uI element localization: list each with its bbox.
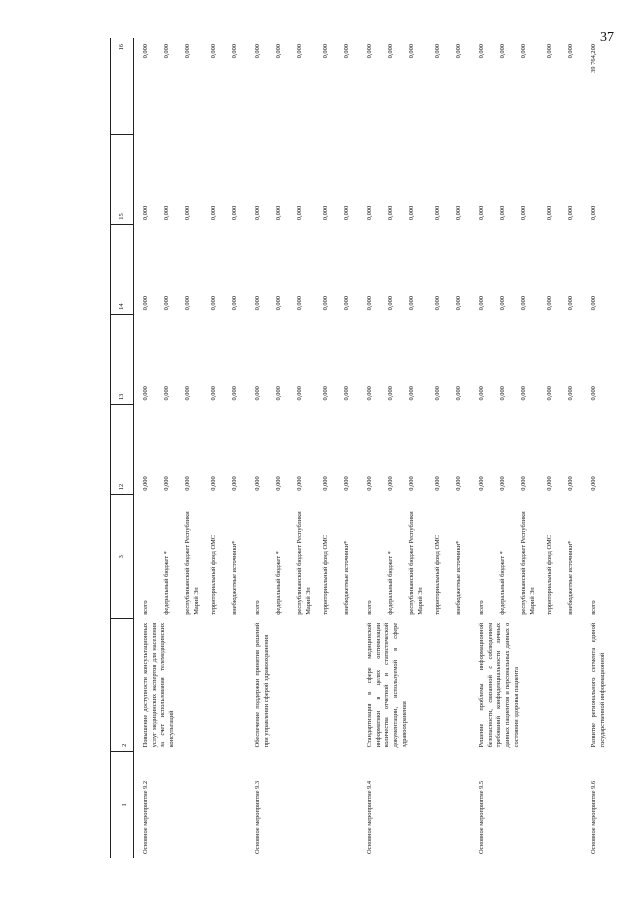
table-row (134, 38, 158, 858)
amount-cell: 0,000 (142, 386, 149, 401)
amount-cell: 0,000 (184, 386, 191, 401)
amount-cell: 39 764,200 (590, 44, 597, 73)
amount-cell: 0,000 (567, 295, 574, 311)
amount-cell: 0,000 (322, 386, 329, 401)
amount-cell: 0,000 (408, 205, 415, 221)
table-body (134, 38, 608, 858)
amount-cell: 0,000 (387, 386, 394, 401)
amount-cell: 0,000 (434, 295, 441, 311)
amount-cell: 0,000 (478, 44, 485, 59)
amount-cell: 0,000 (455, 44, 462, 59)
amount-cell: 0,000 (455, 295, 462, 311)
amount-cell: 0,000 (546, 205, 553, 221)
amount-cell: 0,000 (254, 44, 261, 59)
amount-cell: 0,000 (455, 476, 462, 491)
funding-source: территориальный фонд ОМС (322, 534, 329, 615)
col-header-1: 1 (111, 751, 134, 858)
measure-name: Основное мероприятие 9.4 (366, 780, 373, 854)
amount-cell: 0,000 (387, 205, 394, 221)
amount-cell: 0,000 (163, 44, 170, 59)
funding-source: территориальный фонд ОМС (434, 534, 441, 615)
amount-cell: 0,000 (478, 295, 485, 311)
amount-cell: 0,000 (590, 205, 597, 221)
measure-description: Стандартизация в сфере медицинской информатики в целях оптимизации количества отчетной и статистической документации, используемой в сфере здравоохранения (366, 622, 408, 748)
amount-cell: 0,000 (520, 205, 527, 221)
amount-cell: 0,000 (590, 476, 597, 491)
amount-cell: 0,000 (434, 476, 441, 491)
amount-cell: 0,000 (408, 386, 415, 401)
funding-source: федеральный бюджет * (275, 551, 282, 615)
amount-cell: 0,000 (254, 205, 261, 221)
amount-cell: 0,000 (499, 44, 506, 59)
amount-cell: 0,000 (254, 386, 261, 401)
amount-cell: 0,000 (142, 205, 149, 221)
amount-cell: 0,000 (142, 295, 149, 311)
amount-cell: 0,000 (408, 44, 415, 59)
amount-cell: 0,000 (567, 386, 574, 401)
amount-cell: 0,000 (275, 386, 282, 401)
amount-cell: 0,000 (546, 44, 553, 59)
amount-cell: 0,000 (296, 295, 303, 311)
funding-source: внебюджетные источники* (567, 540, 574, 615)
amount-cell: 0,000 (366, 386, 373, 401)
funding-source: республиканский бюджет Республики Марий Эл (408, 511, 424, 615)
measure-name: Основное мероприятие 9.2 (142, 780, 149, 854)
page-number: 37 (600, 30, 614, 45)
measure-name: Основное мероприятие 9.3 (254, 780, 261, 854)
amount-cell: 0,000 (434, 205, 441, 221)
amount-cell: 0,000 (343, 295, 350, 311)
col-header-13: 13 (111, 314, 134, 404)
amount-cell: 0,000 (163, 386, 170, 401)
amount-cell: 0,000 (254, 476, 261, 491)
amount-cell: 0,000 (499, 205, 506, 221)
amount-cell: 0,000 (275, 44, 282, 59)
amount-cell: 0,000 (520, 295, 527, 311)
amount-cell: 0,000 (163, 295, 170, 311)
amount-cell: 0,000 (296, 205, 303, 221)
amount-cell: 0,000 (478, 386, 485, 401)
amount-cell: 0,000 (296, 44, 303, 59)
funding-source: территориальный фонд ОМС (546, 534, 553, 615)
funding-source: федеральный бюджет * (387, 551, 394, 615)
column-number-row (111, 38, 134, 858)
amount-cell: 0,000 (408, 476, 415, 491)
amount-cell: 0,000 (322, 476, 329, 491)
measure-description: Развитие регионального сегмента единой государственной информационной (590, 622, 606, 748)
amount-cell: 0,000 (387, 295, 394, 311)
amount-cell: 0,000 (231, 44, 238, 59)
table-row (582, 38, 607, 858)
amount-cell: 0,000 (163, 476, 170, 491)
amount-cell: 0,000 (387, 476, 394, 491)
funding-source: всего (478, 600, 485, 615)
amount-cell: 0,000 (499, 295, 506, 311)
amount-cell: 0,000 (567, 44, 574, 59)
amount-cell: 0,000 (590, 386, 597, 401)
measure-description: Решение проблемы информационной безопасности, связанной с соблюдением требований конфиденциальности личных данных пациентов и персональных данных о состоянии здоровья пациента (478, 622, 520, 748)
amount-cell: 0,000 (210, 44, 217, 59)
amount-cell: 0,000 (184, 44, 191, 59)
amount-cell: 0,000 (455, 386, 462, 401)
amount-cell: 0,000 (546, 295, 553, 311)
amount-cell: 0,000 (275, 295, 282, 311)
funding-source: республиканский бюджет Республики Марий Эл (520, 511, 536, 615)
funding-source: федеральный бюджет * (163, 551, 170, 615)
amount-cell: 0,000 (546, 386, 553, 401)
amount-cell: 0,000 (322, 44, 329, 59)
table-row (358, 38, 381, 858)
amount-cell: 0,000 (343, 476, 350, 491)
amount-cell: 0,000 (520, 44, 527, 59)
amount-cell: 0,000 (546, 476, 553, 491)
funding-table (110, 38, 607, 858)
amount-cell: 0,000 (322, 295, 329, 311)
amount-cell: 0,000 (142, 44, 149, 59)
amount-cell: 0,000 (567, 205, 574, 221)
amount-cell: 0,000 (343, 44, 350, 59)
amount-cell: 0,000 (142, 476, 149, 491)
amount-cell: 0,000 (366, 205, 373, 221)
amount-cell: 0,000 (387, 44, 394, 59)
amount-cell: 0,000 (590, 295, 597, 311)
funding-source: федеральный бюджет * (499, 551, 506, 615)
col-header-16: 16 (111, 38, 134, 134)
funding-source: республиканский бюджет Республики Марий Эл (184, 511, 200, 615)
funding-source: всего (142, 600, 149, 615)
amount-cell: 0,000 (434, 386, 441, 401)
col-header-12: 12 (111, 405, 134, 495)
funding-source: всего (590, 600, 597, 615)
table-row (470, 38, 493, 858)
amount-cell: 0,000 (231, 476, 238, 491)
col-header-2: 2 (111, 619, 134, 752)
measure-name: Основное мероприятие 9.5 (478, 780, 485, 854)
amount-cell: 0,000 (520, 476, 527, 491)
amount-cell: 0,000 (366, 295, 373, 311)
funding-source: внебюджетные источники* (231, 540, 238, 615)
amount-cell: 0,000 (520, 386, 527, 401)
amount-cell: 0,000 (210, 386, 217, 401)
amount-cell: 0,000 (343, 205, 350, 221)
amount-cell: 0,000 (322, 205, 329, 221)
table-row (246, 38, 269, 858)
amount-cell: 0,000 (478, 476, 485, 491)
amount-cell: 0,000 (184, 295, 191, 311)
funding-source: территориальный фонд ОМС (210, 534, 217, 615)
rotated-table-page (110, 38, 640, 858)
amount-cell: 0,000 (231, 295, 238, 311)
funding-source: внебюджетные источники* (343, 540, 350, 615)
funding-source: всего (254, 600, 261, 615)
amount-cell: 0,000 (499, 386, 506, 401)
amount-cell: 0,000 (478, 205, 485, 221)
amount-cell: 0,000 (366, 44, 373, 59)
amount-cell: 0,000 (184, 476, 191, 491)
amount-cell: 0,000 (210, 476, 217, 491)
amount-cell: 0,000 (275, 205, 282, 221)
amount-cell: 0,000 (254, 295, 261, 311)
amount-cell: 0,000 (184, 205, 191, 221)
amount-cell: 0,000 (567, 476, 574, 491)
amount-cell: 0,000 (366, 476, 373, 491)
amount-cell: 0,000 (499, 476, 506, 491)
amount-cell: 0,000 (408, 295, 415, 311)
amount-cell: 0,000 (434, 44, 441, 59)
amount-cell: 0,000 (210, 205, 217, 221)
amount-cell: 0,000 (210, 295, 217, 311)
funding-source: республиканский бюджет Республики Марий Эл (296, 511, 312, 615)
amount-cell: 0,000 (296, 386, 303, 401)
measure-description: Обеспечение поддержки принятия решений при управлении сферой здравоохранения (254, 622, 270, 748)
amount-cell: 0,000 (275, 476, 282, 491)
amount-cell: 0,000 (296, 476, 303, 491)
amount-cell: 0,000 (455, 205, 462, 221)
funding-source: внебюджетные источники* (455, 540, 462, 615)
col-header-15: 15 (111, 134, 134, 224)
measure-description: Повышение доступности консультационных услуг медицинских экспертов для населения за счет использования телемедицинских консультаций (142, 622, 175, 748)
col-header-3: 3 (111, 495, 134, 619)
amount-cell: 0,000 (343, 386, 350, 401)
amount-cell: 0,000 (163, 205, 170, 221)
amount-cell: 0,000 (231, 386, 238, 401)
funding-source: всего (366, 600, 373, 615)
measure-name: Основное мероприятие 9.6 (590, 780, 597, 854)
amount-cell: 0,000 (231, 205, 238, 221)
col-header-14: 14 (111, 224, 134, 314)
